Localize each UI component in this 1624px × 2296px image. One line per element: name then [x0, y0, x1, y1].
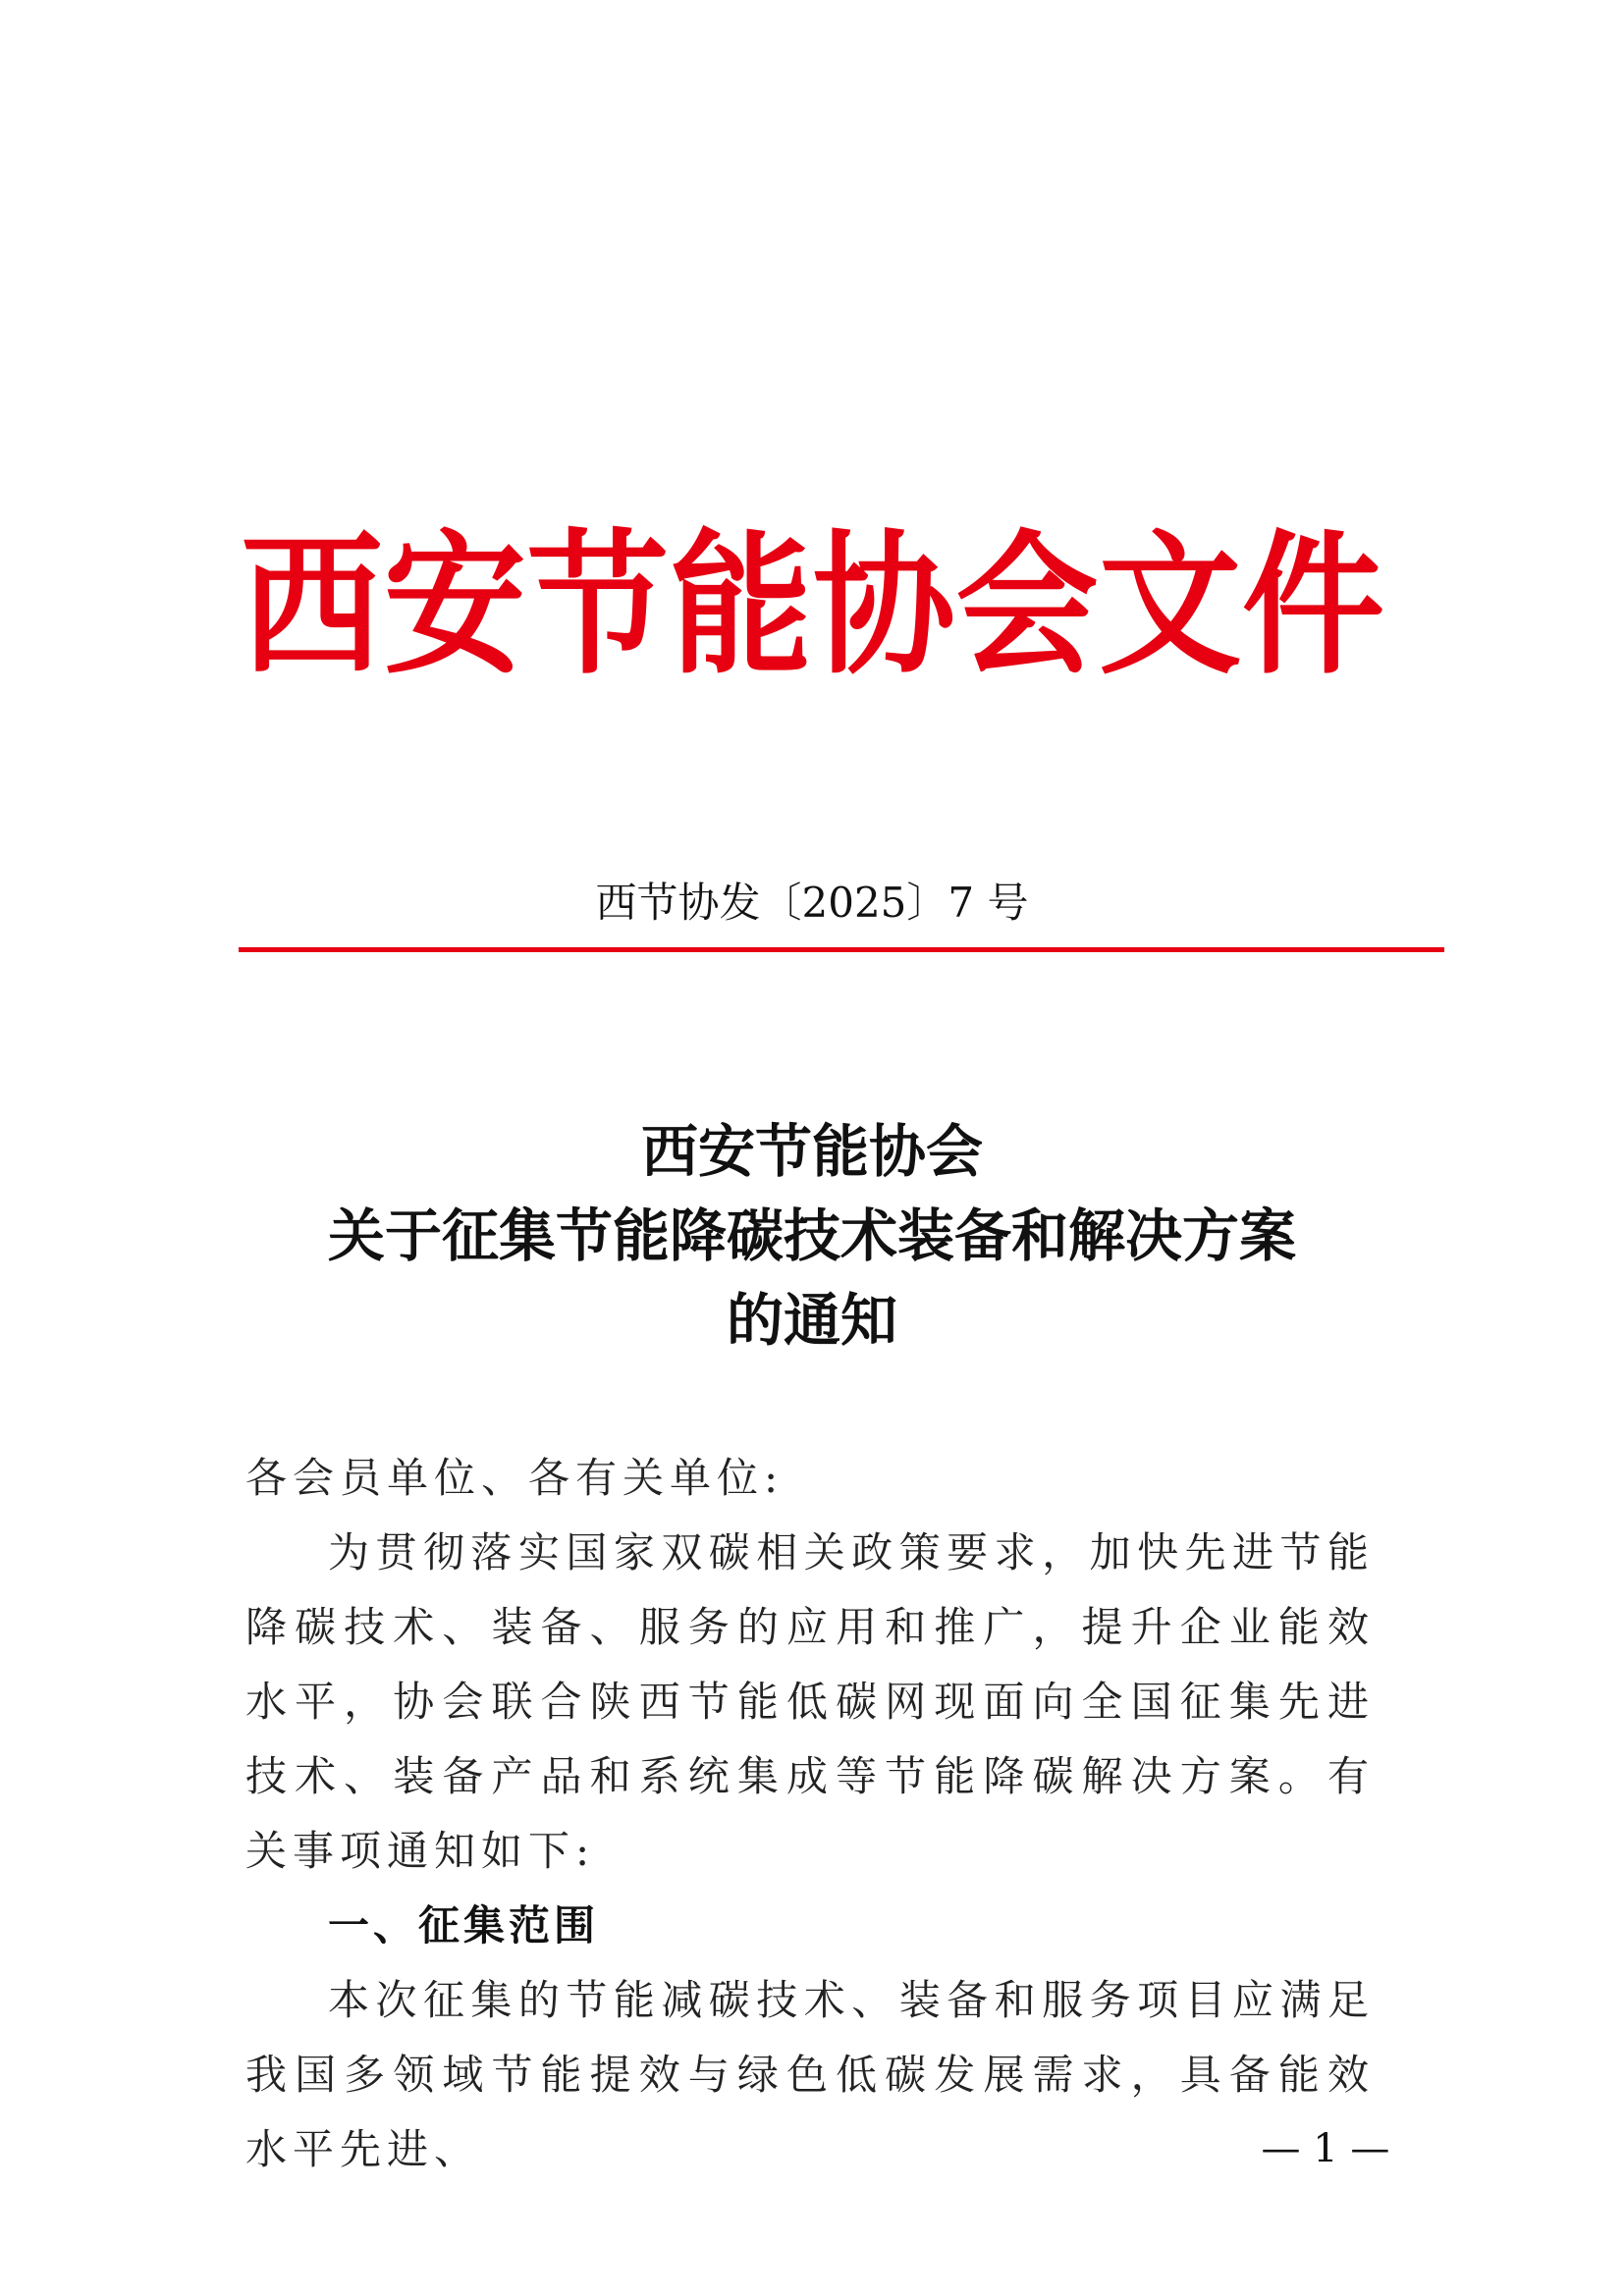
masthead-char: 协 [812, 516, 955, 696]
red-divider [239, 947, 1444, 952]
paragraph-intro: 为贯彻落实国家双碳相关政策要求，加快先进节能降碳技术、装备、服务的应用和推广，提升企业能效水平，协会联合陕西节能低碳网现面向全国征集先进技术、装备产品和系统集成等节能降碳解决方案。有关事项通知如下: [245, 1528, 1375, 1875]
body-text [245, 1441, 1375, 2187]
masthead-char: 安 [383, 516, 526, 696]
paragraph-scope: 本次征集的节能减碳技术、装备和服务项目应满足我国多领域节能提效与绿色低碳发展需求，具备能效水平先进、 [245, 1976, 1375, 2173]
salutation: 各会员单位、各有关单位: [245, 1454, 785, 1502]
masthead-char: 会 [955, 516, 1099, 696]
title-line-1: 西安节能协会 [640, 1118, 983, 1185]
document-number: 西节协发〔2025〕7 号 [595, 879, 1029, 927]
title-line-3: 的通知 [726, 1287, 897, 1354]
masthead-title [241, 515, 1384, 697]
section-heading: 一、征集范围 [328, 1901, 600, 1949]
masthead-char: 节 [526, 516, 670, 696]
page-number: — 1 — [1261, 2126, 1390, 2171]
masthead-char: 西 [241, 516, 383, 696]
masthead-char: 文 [1099, 516, 1242, 696]
title-line-2: 关于征集节能降碳技术装备和解决方案 [327, 1202, 1296, 1269]
masthead-char: 能 [670, 516, 813, 696]
notice-title [0, 1109, 1624, 1362]
masthead-char: 件 [1241, 516, 1384, 696]
